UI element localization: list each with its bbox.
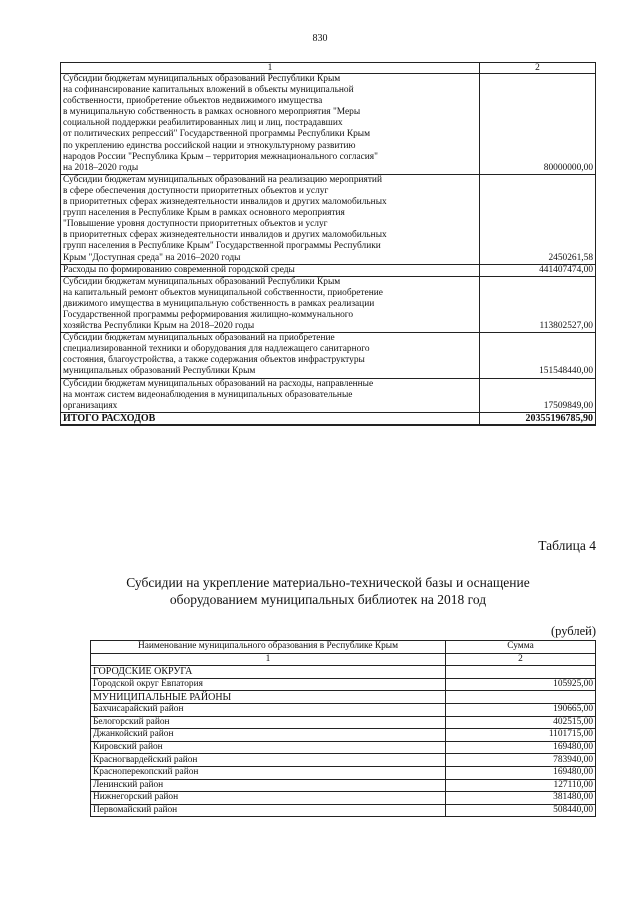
row-description	[61, 74, 480, 175]
table-row	[91, 729, 596, 742]
municipality-name: Красноперекопский район	[91, 766, 446, 779]
subsidy-amount: 105925,00	[446, 678, 596, 691]
table-row	[61, 174, 596, 264]
units-label: (рублей)	[550, 624, 596, 638]
expenses-table	[60, 62, 596, 426]
table-row	[91, 741, 596, 754]
row-amount: 2450261,58	[480, 174, 596, 264]
municipality-name: Джанкойский район	[91, 729, 446, 742]
description-line: в муниципальную собственность в рамках основного мероприятия "Меры	[63, 107, 361, 118]
page-number: 830	[312, 33, 328, 44]
table-title-line: оборудованием муниципальных библиотек на 2018 год	[169, 592, 487, 607]
description-line: по укреплению единства российской нации и этнокультурному развитию	[63, 140, 356, 151]
description-line: народов России "Республика Крым – территория межнационального согласия"	[63, 151, 378, 162]
municipality-name: Ленинский район	[91, 779, 446, 792]
subsidy-amount: 783940,00	[446, 754, 596, 767]
description-line: муниципальных образований Республики Крым	[63, 366, 256, 377]
description-line: групп населения в Республике Крым в рамках основного мероприятия	[63, 208, 345, 219]
municipality-name: Кировский район	[91, 741, 446, 754]
column-header-name: Наименование муниципального образования в Республике Крым	[91, 641, 446, 654]
description-line: Субсидии бюджетам муниципальных образований на расходы, направленные	[63, 378, 374, 389]
group-heading: ГОРОДСКИЕ ОКРУГА	[91, 666, 446, 679]
column-number-2: 2	[446, 653, 596, 666]
table-row	[91, 703, 596, 716]
description-line: социальной поддержки реабилитированных лиц и лиц, пострадавших	[63, 118, 343, 129]
table-title	[60, 574, 596, 608]
total-row	[61, 412, 596, 425]
description-line: "Повышение уровня доступности приоритетных объектов и услуг	[63, 219, 328, 230]
subsidy-amount: 402515,00	[446, 716, 596, 729]
description-line: на софинансирование капитальных вложений в объекты муниципальной	[63, 85, 354, 96]
column-header-sum: Сумма	[446, 641, 596, 654]
municipality-name: Бахчисарайский район	[91, 703, 446, 716]
table-row	[91, 754, 596, 767]
table-row	[91, 804, 596, 817]
empty-cell	[446, 691, 596, 704]
row-description	[61, 174, 480, 264]
table-row	[91, 779, 596, 792]
subsidy-amount: 381480,00	[446, 792, 596, 805]
description-line: организациях	[63, 400, 118, 411]
municipality-name: Белогорский район	[91, 716, 446, 729]
row-amount: 113802527,00	[480, 276, 596, 332]
table-header-row	[91, 641, 596, 654]
municipality-name: Красногвардейский район	[91, 754, 446, 767]
row-description	[61, 276, 480, 332]
column-numbers-row	[91, 653, 596, 666]
description-line: от политических репрессий" Государственной программы Республики Крым	[63, 129, 371, 140]
table-number: Таблица 4	[538, 538, 596, 553]
table-row	[61, 333, 596, 378]
row-amount: 151548440,00	[480, 333, 596, 378]
description-line: собственности, приобретение объектов недвижимого имущества	[63, 96, 323, 107]
column-number-1: 1	[91, 653, 446, 666]
description-line: Крым "Доступная среда" на 2016–2020 годы	[63, 252, 241, 263]
description-line: на 2018–2020 годы	[63, 162, 139, 173]
group-heading: МУНИЦИПАЛЬНЫЕ РАЙОНЫ	[91, 691, 446, 704]
table-row	[61, 276, 596, 332]
description-line: Субсидии бюджетам муниципальных образований на приобретение	[63, 333, 335, 344]
municipality-name: Городской округ Евпатория	[91, 678, 446, 691]
subsidy-amount: 190665,00	[446, 703, 596, 716]
total-amount: 20355196785,90	[480, 412, 596, 425]
description-line: движимого имущества в муниципальную собственность в рамках реализации	[63, 298, 375, 309]
table-row	[61, 378, 596, 412]
total-label: ИТОГО РАСХОДОВ	[61, 412, 480, 425]
column-number-1: 1	[61, 63, 480, 74]
subsidy-amount: 169480,00	[446, 741, 596, 754]
table-row	[91, 792, 596, 805]
row-amount: 441407474,00	[480, 264, 596, 276]
row-description	[61, 378, 480, 412]
library-subsidies-table	[90, 640, 596, 817]
table-row	[61, 264, 596, 276]
group-heading-row	[91, 666, 596, 679]
description-line: на монтаж систем видеонаблюдения в муниципальных образовательные	[63, 389, 353, 400]
column-number-2: 2	[480, 63, 596, 74]
row-description	[61, 333, 480, 378]
table-header-row	[61, 63, 596, 74]
description-line: хозяйства Республики Крым на 2018–2020 годы	[63, 321, 255, 332]
description-line: в приоритетных сферах жизнедеятельности инвалидов и других маломобильных	[63, 230, 387, 241]
empty-cell	[446, 666, 596, 679]
municipality-name: Нижнегорский район	[91, 792, 446, 805]
subsidy-amount: 1101715,00	[446, 729, 596, 742]
row-amount: 80000000,00	[480, 74, 596, 175]
description-line: в приоритетных сферах жизнедеятельности инвалидов и других маломобильных	[63, 197, 387, 208]
subsidy-amount: 508440,00	[446, 804, 596, 817]
table-row	[91, 716, 596, 729]
row-amount: 17509849,00	[480, 378, 596, 412]
table-row	[91, 678, 596, 691]
subsidy-amount: 127110,00	[446, 779, 596, 792]
municipality-name: Первомайский район	[91, 804, 446, 817]
row-description	[61, 264, 480, 276]
description-line: Субсидии бюджетам муниципальных образований Республики Крым	[63, 74, 341, 84]
table-row	[61, 74, 596, 175]
description-line: специализированной техники и оборудования для надлежащего санитарного	[63, 344, 370, 355]
description-line: Субсидии бюджетам муниципальных образований на реализацию мероприятий	[63, 174, 382, 185]
description-line: Государственной программы реформирования жилищно-коммунального	[63, 309, 354, 320]
table-row	[91, 766, 596, 779]
group-heading-row	[91, 691, 596, 704]
description-line: состояния, благоустройства, а также содержания объектов инфраструктуры	[63, 355, 365, 366]
description-line: Расходы по формированию современной городской среды	[63, 264, 295, 275]
description-line: на капитальный ремонт объектов муниципальной собственности, приобретение	[63, 287, 383, 298]
description-line: в сфере обеспечения доступности приоритетных объектов и услуг	[63, 185, 329, 196]
subsidy-amount: 169480,00	[446, 766, 596, 779]
description-line: групп населения в Республике Крым" Государственной программы Республики	[63, 241, 381, 252]
description-line: Субсидии бюджетам муниципальных образований Республики Крым	[63, 276, 341, 287]
table-title-line: Субсидии на укрепление материально-технической базы и оснащение	[126, 575, 530, 590]
